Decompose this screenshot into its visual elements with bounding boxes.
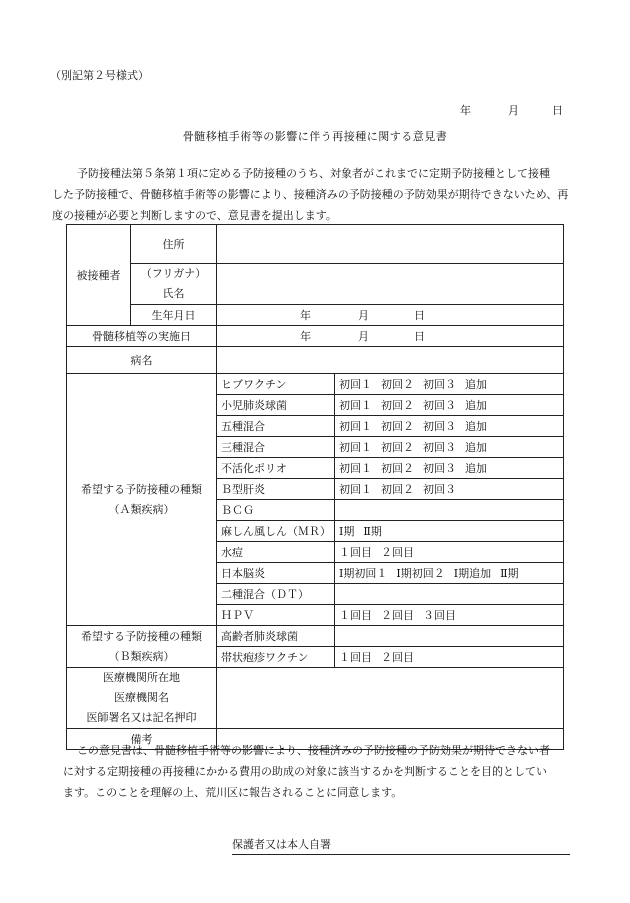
medical-location-label: 医療機関所在地 — [103, 671, 180, 684]
vaccine-name: 水痘 — [217, 542, 335, 563]
dose-option[interactable]: 初回１ — [339, 441, 372, 454]
signature-label: 保護者又は本人自署 — [232, 838, 331, 851]
vaccine-name: 二種混合（ＤＴ） — [217, 584, 335, 605]
dose-options — [335, 605, 564, 626]
disease-field[interactable] — [217, 347, 564, 374]
date-day-label: 日 — [552, 104, 563, 117]
birthdate-field[interactable] — [217, 305, 564, 326]
dose-option[interactable]: 追加 — [465, 441, 487, 454]
vaccine-name: 高齢者肺炎球菌 — [217, 626, 335, 647]
dose-options — [335, 416, 564, 437]
group-label-line: 希望する予防接種の種類 — [81, 482, 202, 496]
dose-option[interactable]: Ⅰ期追加 — [453, 567, 492, 580]
vaccine-name: ＢＣＧ — [217, 500, 335, 521]
intro-paragraph — [52, 163, 596, 226]
dose-option[interactable]: 初回１ — [339, 462, 372, 475]
dose-option[interactable]: 初回２ — [381, 462, 414, 475]
dose-options — [335, 647, 564, 668]
vaccine-name: Ｂ型肝炎 — [217, 479, 335, 500]
group-label-line: 希望する予防接種の種類 — [81, 629, 202, 643]
dose-options — [335, 458, 564, 479]
dose-option[interactable]: 追加 — [465, 399, 487, 412]
dose-option[interactable]: １回目 — [339, 546, 372, 559]
dose-option[interactable]: １回目 — [339, 609, 372, 622]
transplant-month-unit: 月 — [358, 330, 369, 343]
address-label: 住所 — [131, 225, 217, 264]
dose-option[interactable]: 初回２ — [381, 378, 414, 391]
address-field[interactable] — [217, 225, 564, 264]
vaccine-name: 不活化ポリオ — [217, 458, 335, 479]
vaccine-name: ＨＰＶ — [217, 605, 335, 626]
dose-options — [335, 374, 564, 395]
name-field[interactable] — [217, 264, 564, 305]
birth-year-unit: 年 — [300, 309, 311, 322]
vaccine-name: 帯状疱疹ワクチン — [217, 647, 335, 668]
vaccine-name: 小児肺炎球菌 — [217, 395, 335, 416]
intro-line: 度の接種が必要と判断しますので、意見書を提出します。 — [52, 209, 337, 222]
name-label: 氏名 — [162, 287, 185, 300]
dose-option[interactable]: 初回３ — [423, 483, 456, 496]
date-line — [460, 102, 563, 118]
recipient-label: 被接種者 — [67, 225, 131, 326]
dose-option[interactable]: 初回１ — [339, 399, 372, 412]
dose-options — [335, 626, 564, 647]
dose-option[interactable]: ２回目 — [381, 546, 414, 559]
dose-options — [335, 479, 564, 500]
dose-option[interactable]: 初回２ — [381, 483, 414, 496]
transplant-date-field[interactable] — [217, 326, 564, 347]
date-year-label: 年 — [460, 104, 471, 117]
dose-option[interactable]: 初回２ — [381, 420, 414, 433]
disease-label: 病名 — [67, 347, 217, 374]
medical-institution-field[interactable] — [217, 668, 564, 729]
dose-option[interactable]: ２回目 — [381, 651, 414, 664]
transplant-day-unit: 日 — [414, 330, 425, 343]
vaccine-name: ヒブワクチン — [217, 374, 335, 395]
dose-option[interactable]: Ⅱ期 — [363, 525, 382, 538]
opinion-form-table — [66, 224, 564, 750]
birthdate-label: 生年月日 — [131, 305, 217, 326]
intro-line: した予防接種で、骨髄移植手術等の影響により、接種済みの予防接種の予防効果が期待できないため、再 — [52, 188, 569, 201]
date-month-label: 月 — [508, 104, 519, 117]
dose-option[interactable]: 初回２ — [381, 399, 414, 412]
dose-option[interactable]: １回目 — [339, 651, 372, 664]
group-label-line: （Ｂ類疾病） — [108, 649, 175, 663]
doctor-signature-label: 医師署名又は記名押印 — [86, 711, 197, 724]
dose-option[interactable]: Ⅰ期初回１ — [339, 567, 388, 580]
consent-notice — [63, 740, 586, 803]
remarks-label: 備考 — [67, 729, 217, 750]
document-title: 骨髄移植手術等の影響に伴う再接種に関する意見書 — [182, 130, 448, 143]
vaccine-name: 五種混合 — [217, 416, 335, 437]
medical-institution-name-label: 医療機関名 — [114, 691, 169, 704]
dose-option[interactable]: 初回３ — [423, 378, 456, 391]
birth-month-unit: 月 — [358, 309, 369, 322]
medical-institution-label — [67, 668, 217, 729]
intro-line: 予防接種法第５条第１項に定める予防接種のうち、対象者がこれまでに定期予防接種として接種 — [77, 167, 550, 180]
group-a-label — [67, 374, 217, 626]
dose-option[interactable]: 初回３ — [423, 420, 456, 433]
dose-option[interactable]: 初回１ — [339, 483, 372, 496]
vaccine-name: 三種混合 — [217, 437, 335, 458]
dose-options — [335, 395, 564, 416]
form-code: （別記第２号様式） — [50, 69, 149, 82]
vaccine-name: 日本脳炎 — [217, 563, 335, 584]
dose-option[interactable]: 初回３ — [423, 462, 456, 475]
dose-options — [335, 542, 564, 563]
dose-options — [335, 521, 564, 542]
dose-option[interactable]: 追加 — [465, 462, 487, 475]
notice-line: この意見書は、骨髄移植手術等の影響により、接種済みの予防接種の予防効果が期待できない者 — [77, 744, 550, 757]
vaccine-name: 麻しん風しん（ＭＲ） — [217, 521, 335, 542]
furigana-label: （フリガナ） — [140, 267, 207, 280]
dose-option[interactable]: 追加 — [465, 420, 487, 433]
dose-options — [335, 437, 564, 458]
dose-option[interactable]: ３回目 — [423, 609, 456, 622]
transplant-date-label: 骨髄移植等の実施日 — [67, 326, 217, 347]
dose-options — [335, 584, 564, 605]
dose-options — [335, 500, 564, 521]
dose-option[interactable]: ２回目 — [381, 609, 414, 622]
dose-option[interactable]: 追加 — [465, 378, 487, 391]
dose-option[interactable]: Ⅰ期 — [339, 525, 355, 538]
group-label-line: （Ａ類疾病） — [108, 502, 175, 516]
group-b-label — [67, 626, 217, 668]
notice-line: ます。このことを理解の上、荒川区に報告されることに同意します。 — [63, 786, 403, 799]
transplant-year-unit: 年 — [300, 330, 311, 343]
dose-option[interactable]: Ⅰ期初回２ — [396, 567, 445, 580]
dose-options — [335, 563, 564, 584]
birth-day-unit: 日 — [414, 309, 425, 322]
name-label-cell — [131, 264, 217, 305]
notice-line: に対する定期接種の再接種にかかる費用の助成の対象に該当するかを判断することを目的としてい — [63, 765, 547, 778]
dose-option[interactable]: 初回３ — [423, 399, 456, 412]
dose-option[interactable]: Ⅱ期 — [500, 567, 519, 580]
dose-option[interactable]: 初回１ — [339, 420, 372, 433]
dose-option[interactable]: 初回３ — [423, 441, 456, 454]
dose-option[interactable]: 初回２ — [381, 441, 414, 454]
dose-option[interactable]: 初回１ — [339, 378, 372, 391]
signature-line[interactable] — [232, 836, 570, 855]
